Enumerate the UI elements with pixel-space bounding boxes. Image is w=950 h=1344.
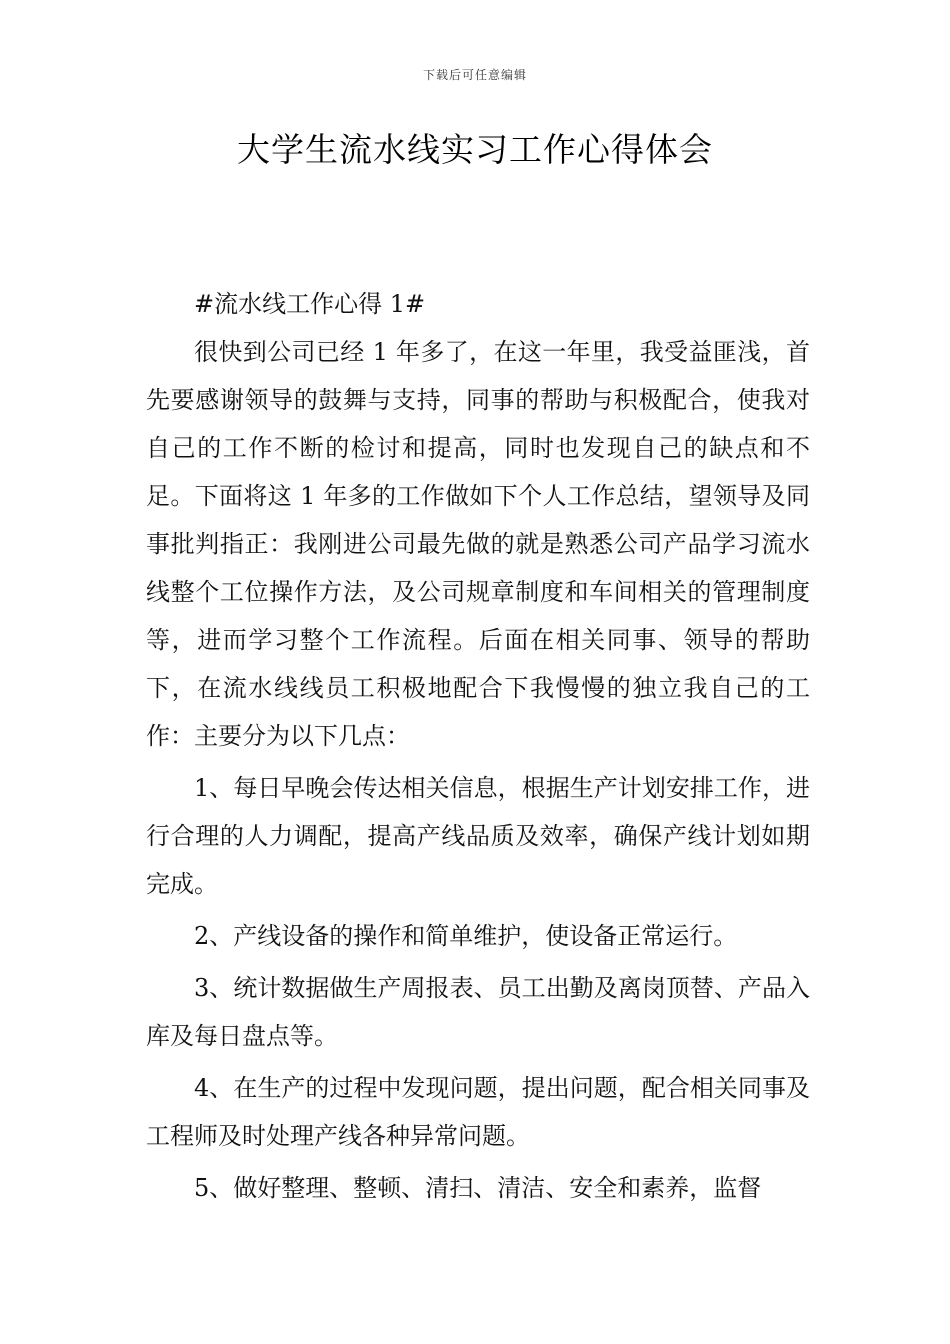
paragraph-item-4: 4、在生产的过程中发现问题，提出问题，配合相关同事及工程师及时处理产线各种异常问题。	[146, 1074, 810, 1150]
header-note: 下载后可任意编辑	[422, 68, 527, 82]
section-heading: #流水线工作心得 1#	[194, 290, 426, 318]
paragraph-intro: 很快到公司已经 1 年多了，在这一年里，我受益匪浅，首先要感谢领导的鼓舞与支持，同事的帮助与积极配合，使我对自己的工作不断的检讨和提高，同时也发现自己的缺点和不足。下面将这 1 年多的工作做如下个人工作总结，望领导及同事批判指正：我刚进公司最先做的就是熟悉公司产品学习流水线整个工位操作方法，及公司规章制度和车间相关的管理制度等，进而学习整个工作流程。后面在相关同事、领导的帮助下，在流水线线员工积极地配合下我慢慢的独立我自己的工作：主要分为以下几点：	[146, 338, 810, 750]
paragraph-item-3: 3、统计数据做生产周报表、员工出勤及离岗顶替、产品入库及每日盘点等。	[146, 974, 810, 1050]
page-title: 大学生流水线实习工作心得体会	[237, 130, 713, 169]
document-body	[146, 280, 810, 1216]
paragraph-item-1: 1、每日早晚会传达相关信息，根据生产计划安排工作，进行合理的人力调配，提高产线品质及效率，确保产线计划如期完成。	[146, 774, 810, 898]
paragraph-item-5: 5、做好整理、整顿、清扫、清洁、安全和素养，监督	[194, 1174, 762, 1202]
paragraph-item-2: 2、产线设备的操作和简单维护，使设备正常运行。	[194, 922, 738, 950]
